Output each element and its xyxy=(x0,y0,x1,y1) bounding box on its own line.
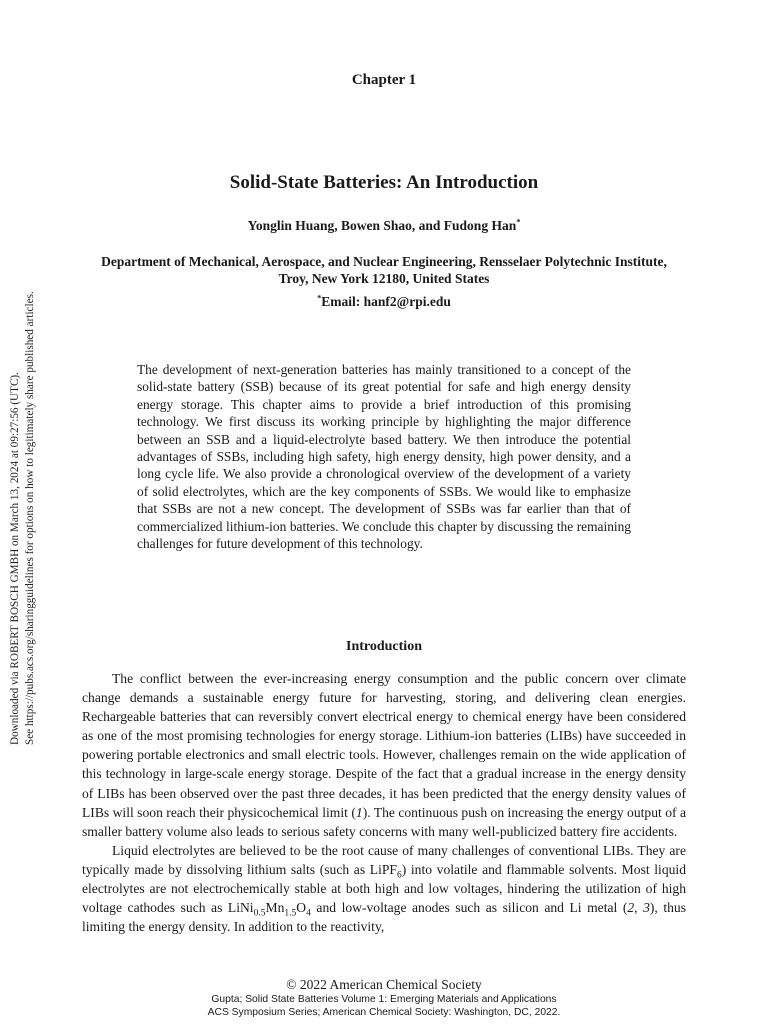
author-list xyxy=(0,218,768,234)
chapter-label: Chapter 1 xyxy=(351,72,417,88)
subscript: 6 xyxy=(396,870,402,881)
paragraph-text: ). The continuous push on increasing the energy output of a smaller battery volume also leads to serious safety concerns with many well-publicized battery fire accidents. xyxy=(82,804,686,839)
email-mark: * xyxy=(317,293,322,303)
paragraph-text: ) into volatile and flammable solvents. Most liquid electrolytes are not electrochemically stable at both high and low voltages, hindering the utilization of high voltage cathodes such as LiNi xyxy=(82,861,686,916)
paragraph-text: Mn xyxy=(265,900,285,916)
author-affiliation: Department of Mechanical, Aerospace, and Nuclear Engineering, Rensselaer Polytechnic Institute, Troy, New York 12180, United States xyxy=(101,254,667,286)
citation-line-2: ACS Symposium Series; American Chemical Society: Washington, DC, 2022. xyxy=(207,1007,561,1018)
author-names: Yonglin Huang, Bowen Shao, and Fudong Han xyxy=(247,218,517,233)
subscript: 1.5 xyxy=(284,908,297,919)
email-text[interactable]: Email: hanf2@rpi.edu xyxy=(321,294,451,309)
copyright-notice: © 2022 American Chemical Society xyxy=(286,977,482,992)
paragraph-text: Liquid electrolytes are believed to be the root cause of many challenges of conventional LIBs. They are typically made by dissolving lithium salts (such as LiPF xyxy=(82,842,686,877)
subscript: 4 xyxy=(306,908,311,919)
chapter-title: Solid-State Batteries: An Introduction xyxy=(229,172,539,193)
paragraph-text: O xyxy=(296,900,307,916)
download-notice xyxy=(6,285,38,745)
corresponding-author-mark: * xyxy=(516,217,521,227)
subscript: 0.5 xyxy=(253,908,266,919)
page-footer xyxy=(0,977,768,1019)
section-heading-introduction: Introduction xyxy=(346,639,422,654)
citation-ref[interactable]: 1 xyxy=(355,804,363,820)
paragraph xyxy=(82,841,686,936)
citation-ref[interactable]: 2 xyxy=(627,900,635,916)
download-notice-line1: Downloaded via ROBERT BOSCH GMBH on March 13, 2024 at 09:27:56 (UTC). xyxy=(9,372,21,745)
abstract: The development of next-generation batteries has mainly transitioned to a concept of the solid-state battery (SSB) because of its great potential for safe and high energy density energy storage. This chapter aims to provide a brief introduction of this promising technology. We first discuss its working principle by highlighting the major difference between an SSB and a liquid-electrolyte based battery. We then introduce the potential advantages of SSBs, including high safety, high energy density, high power density, and a long cycle life. We also provide a chronological overview of the development of a variety of solid electrolytes, which are the key components of SSBs. We would like to emphasize that SSBs are not a new concept. The development of SSBs was far earlier than that of commercialized lithium-ion batteries. We conclude this chapter by discussing the remaining challenges for future development of this technology. xyxy=(137,362,631,552)
citation-line-1: Gupta; Solid State Batteries Volume 1: Emerging Materials and Applications xyxy=(211,994,557,1005)
download-notice-line2[interactable]: See https://pubs.acs.org/sharingguidelines for options on how to legitimately share published articles. xyxy=(24,291,36,745)
paragraph xyxy=(82,669,686,841)
paragraph-text: , xyxy=(634,900,644,916)
corresponding-email xyxy=(0,294,768,310)
paragraph-text: ), thus limiting the energy density. In addition to the reactivity, xyxy=(82,900,687,935)
paragraph-text: and low-voltage anodes such as silicon and Li metal ( xyxy=(310,900,628,916)
introduction-body xyxy=(82,669,686,936)
citation-ref[interactable]: 3 xyxy=(643,900,650,916)
paragraph-text: The conflict between the ever-increasing energy consumption and the public concern over climate change demands a sustainable energy future for harvesting, storing, and delivering clean energies. Rechargeable batteries that can reversibly convert electrical energy to chemical energy have been considered as one of the most promising technologies for energy storage. Lithium-ion batteries (LIBs) have succeeded in powering portable electronics and small electric tools. However, challenges remain on the wide application of this technology in large-scale energy storage. Despite of the fact that a gradual increase in the energy density of LIBs has been observed over the past three decades, it has been predicted that the energy density values of LIBs will soon reach their physicochemical limit ( xyxy=(82,671,686,820)
